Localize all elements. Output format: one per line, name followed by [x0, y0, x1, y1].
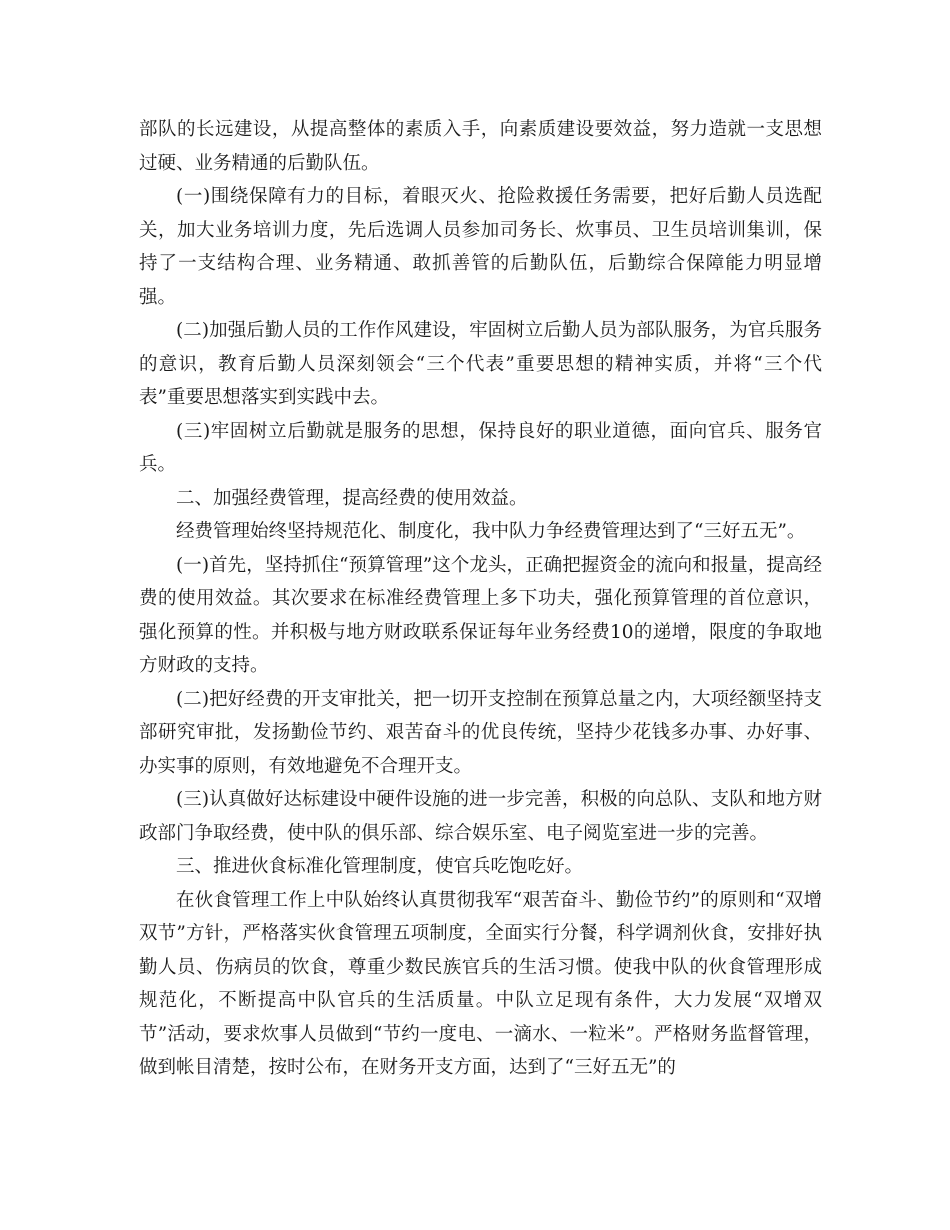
paragraph-intro-continuation: 部队的长远建设，从提高整体的素质入手，向素质建设要效益，努力造就一支思想过硬、业务精通的后勤队伍。 [139, 119, 822, 174]
section-heading-3: 三、推进伙食标准化管理制度，使官兵吃饱吃好。 [176, 856, 584, 877]
document-body [139, 113, 822, 1085]
paragraph-item-2-2: (二)把好经费的开支审批关，把一切开支控制在预算总量之内，大项经额坚持支部研究审批，发扬勤俭节约、艰苦奋斗的优良传统，坚持少花钱多办事、办好事、办实事的原则，有效地避免不合理开支。 [139, 688, 822, 777]
paragraph-section-3-body: 在伙食管理工作上中队始终认真贯彻我军“艰苦奋斗、勤俭节约”的原则和“双增双节”方针，严格落实伙食管理五项制度，全面实行分餐，科学调剂伙食，安排好执勤人员、伤病员的饮食，尊重少数民族官兵的生活习惯。使我中队的伙食管理形成规范化，不断提高中队官兵的生活质量。中队立足现有条件，大力发展“双增双节”活动，要求炊事人员做到“节约一度电、一滴水、一粒米”。严格财务监督管理，做到帐目清楚，按时公布，在财务开支方面，达到了“三好五无”的 [139, 889, 822, 1078]
section-heading-2: 二、加强经费管理，提高经费的使用效益。 [176, 487, 528, 509]
paragraph-item-2-3: (三)认真做好达标建设中硬件设施的进一步完善，积极的向总队、支队和地方财政部门争取经费，使中队的俱乐部、综合娱乐室、电子阅览室进一步的完善。 [139, 789, 822, 844]
paragraph-section-2-intro: 经费管理始终坚持规范化、制度化，我中队力争经费管理达到了“三好五无”。 [176, 521, 806, 542]
paragraph-item-1-3: (三)牢固树立后勤就是服务的思想，保持良好的职业道德，面向官兵、服务官兵。 [139, 420, 822, 475]
paragraph-item-1-2: (二)加强后勤人员的工作作风建设，牢固树立后勤人员为部队服务，为官兵服务的意识，教育后勤人员深刻领会“三个代表”重要思想的精神实质，并将“三个代表”重要思想落实到实践中去。 [139, 320, 822, 408]
paragraph-item-2-1: (一)首先，坚持抓住“预算管理”这个龙头，正确把握资金的流向和报量，提高经费的使用效益。其次要求在标准经费管理上多下功夫，强化预算管理的首位意识，强化预算的性。并积极与地方财政联系保证每年业务经费10的递增，限度的争取地方财政的支持。 [139, 554, 822, 676]
paragraph-item-1-1: (一)围绕保障有力的目标，着眼灭火、抢险救援任务需要，把好后勤人员选配关，加大业务培训力度，先后选调人员参加司务长、炊事员、卫生员培训集训，保持了一支结构合理、业务精通、敢抓善管的后勤队伍，后勤综合保障能力明显增强。 [139, 186, 822, 308]
